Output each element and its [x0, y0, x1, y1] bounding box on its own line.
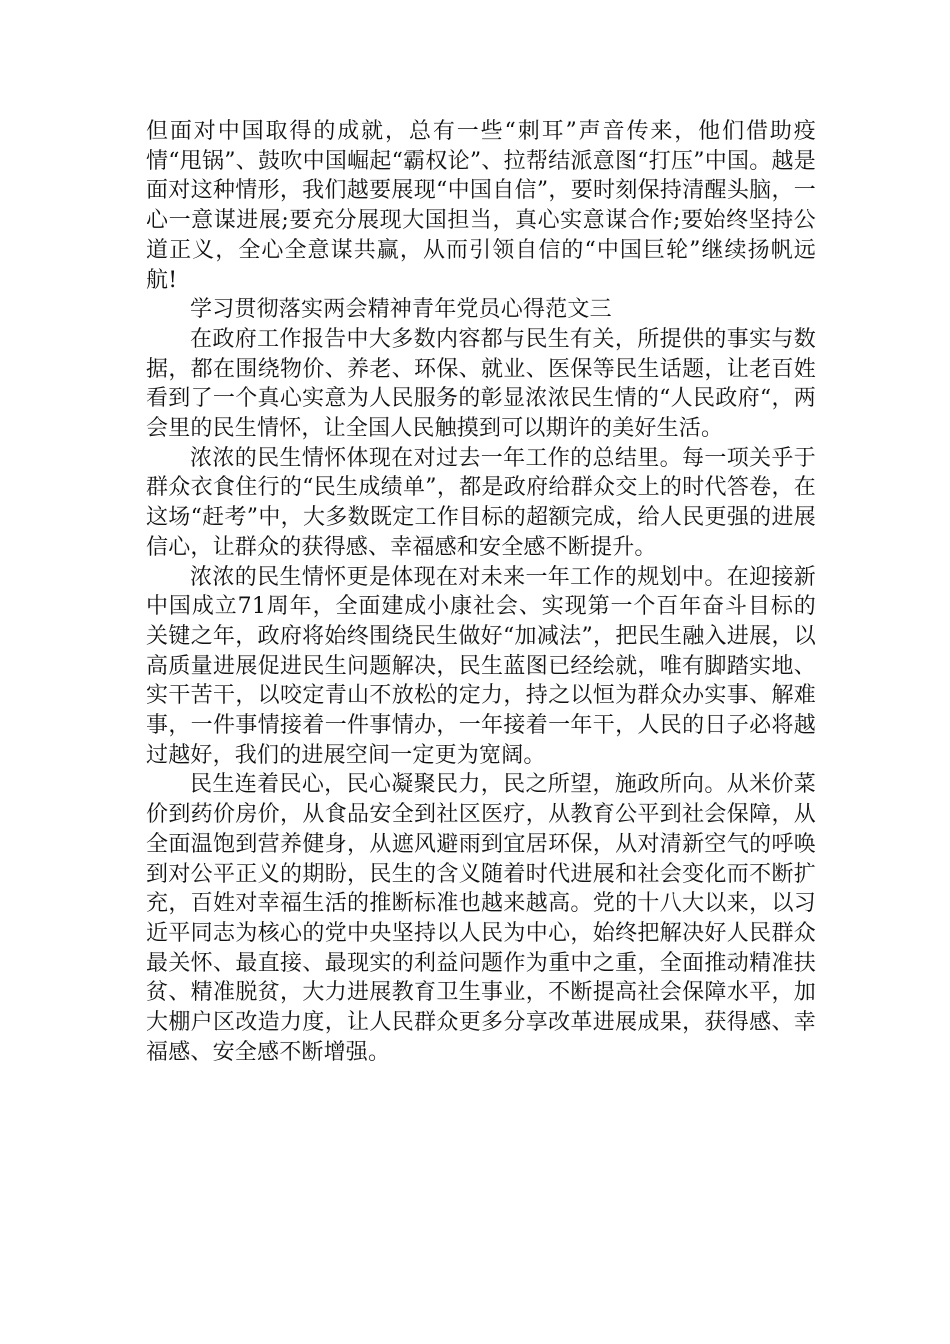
- paragraph: 在政府工作报告中大多数内容都与民生有关，所提供的事实与数据，都在围绕物价、养老、环保、就业、医保等民生话题，让老百姓看到了一个真心实意为人民服务的彰显浓浓民生情的“人民政府“，两会里的民生情怀，让全国人民触摸到可以期许的美好生活。: [146, 326, 816, 442]
- paragraph-continuation: 但面对中国取得的成就，总有一些“刺耳”声音传来，他们借助疫情“甩锅”、鼓吹中国崛起“霸权论”、拉帮结派意图“打压”中国。越是面对这种情形，我们越要展现“中国自信”，要时刻保持清醒头脑，一心一意谋进展;要充分展现大国担当，真心实意谋合作;要始终坚持公道正义，全心全意谋共赢，从而引领自信的“中国巨轮”继续扬帆远航!: [146, 119, 816, 293]
- paragraph: 浓浓的民生情怀更是体现在对未来一年工作的规划中。在迎接新中国成立71周年，全面建成小康社会、实现第一个百年奋斗目标的关键之年，政府将始终围绕民生做好“加减法”，把民生融入进展，以高质量进展促进民生问题解决，民生蓝图已经绘就，唯有脚踏实地、实干苦干，以咬定青山不放松的定力，持之以恒为群众办实事、解难事，一件事情接着一件事情办，一年接着一年干，人民的日子必将越过越好，我们的进展空间一定更为宽阔。: [146, 564, 816, 768]
- paragraph: 民生连着民心，民心凝聚民力，民之所望，施政所向。从米价菜价到药价房价，从食品安全到社区医疗，从教育公平到社会保障，从全面温饱到营养健身，从遮风避雨到宜居环保，从对清新空气的呼唤到对公平正义的期盼，民生的含义随着时代进展和社会变化而不断扩充，百姓对幸福生活的推断标准也越来越高。党的十八大以来，以习近平同志为核心的党中央坚持以人民为中心，始终把解决好人民群众最关怀、最直接、最现实的利益问题作为重中之重，全面推动精准扶贫、精准脱贫，大力进展教育卫生事业，不断提高社会保障水平，加大棚户区改造力度，让人民群众更多分享改革进展成果，获得感、幸福感、安全感不断增强。: [146, 772, 816, 1065]
- document-body: [146, 117, 816, 1068]
- section-heading: 学习贯彻落实两会精神青年党员心得范文三: [190, 297, 612, 323]
- paragraph: 浓浓的民生情怀体现在对过去一年工作的总结里。每一项关乎于群众衣食住行的“民生成绩单”，都是政府给群众交上的时代答卷，在这场“赶考”中，大多数既定工作目标的超额完成，给人民更强的进展信心，让群众的获得感、幸福感和安全感不断提升。: [146, 445, 816, 560]
